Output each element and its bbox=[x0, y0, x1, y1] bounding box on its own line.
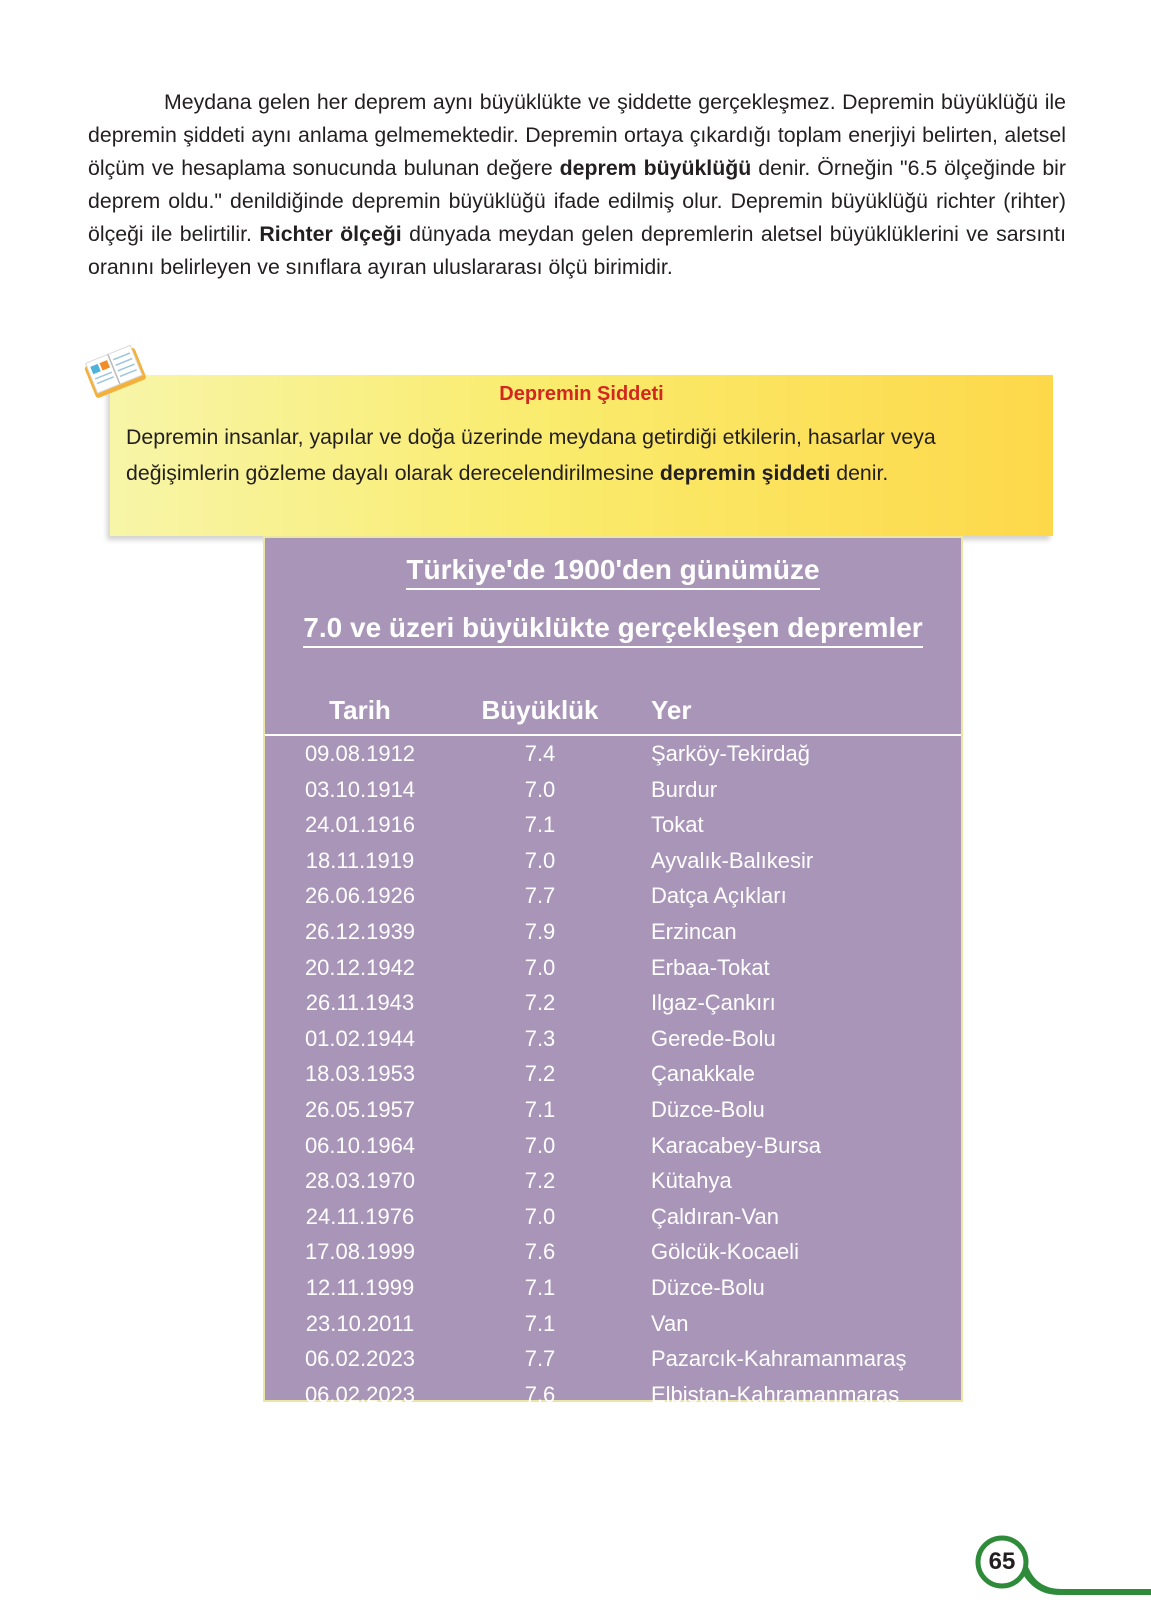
paragraph-bold-1: deprem büyüklüğü bbox=[559, 156, 752, 180]
row-date: 17.08.1999 bbox=[304, 1239, 416, 1265]
row-magnitude: 7.6 bbox=[524, 1381, 556, 1407]
row-location: Çaldıran-Van bbox=[651, 1203, 779, 1229]
row-magnitude: 7.1 bbox=[524, 1096, 556, 1122]
info-box-title: Depremin Şiddeti bbox=[499, 383, 664, 405]
row-magnitude: 7.9 bbox=[524, 918, 556, 944]
table-row bbox=[265, 950, 961, 986]
row-date: 26.11.1943 bbox=[305, 990, 415, 1016]
row-location: Elbistan-Kahramanmaraş bbox=[651, 1381, 900, 1407]
row-location: Gerede-Bolu bbox=[651, 1025, 776, 1051]
row-magnitude: 7.2 bbox=[524, 990, 556, 1016]
row-location: Tokat bbox=[651, 812, 704, 838]
table-row bbox=[265, 1056, 961, 1092]
table-row bbox=[265, 1163, 961, 1199]
table-row bbox=[265, 807, 961, 843]
row-date: 24.01.1916 bbox=[304, 812, 416, 838]
info-text-1: Depremin insanlar, yapılar ve doğa üzerinde meydana getirdiği etkilerin, hasarlar veya değişimlerin gözleme dayalı olarak derecelendirilmesine bbox=[126, 425, 936, 485]
row-location: Düzce-Bolu bbox=[651, 1096, 765, 1122]
row-magnitude: 7.0 bbox=[524, 847, 556, 873]
book-icon bbox=[82, 342, 148, 402]
row-magnitude: 7.1 bbox=[524, 1310, 556, 1336]
table-row bbox=[265, 1306, 961, 1342]
row-date: 06.10.1964 bbox=[304, 1132, 416, 1158]
page-number: 65 bbox=[988, 1548, 1016, 1575]
paragraph-text-1: Meydana gelen her deprem aynı büyüklükte ve şiddette gerçekleşmez. Depremin büyüklüğü ile depremin şiddeti aynı anlama gelmemektedir. Depremin ortaya çıkardığı toplam enerjiyi belirten, aletsel ölçüm ve hesaplama sonucunda bulunan değere bbox=[88, 90, 1066, 180]
row-location: Datça Açıkları bbox=[651, 883, 787, 909]
paragraph-text-2: denir. Örneğin "6.5 ölçeğinde bir deprem oldu." denildiğinde depremin büyüklüğü ifade edilmiş olur. Depremin büyüklüğü richter (rihter) ölçeği ile belirtilir. bbox=[88, 156, 1067, 246]
row-location: Van bbox=[651, 1310, 689, 1336]
row-location: Çanakkale bbox=[651, 1061, 755, 1087]
table-row bbox=[265, 1092, 961, 1128]
table-row bbox=[265, 843, 961, 879]
intro-paragraph bbox=[88, 86, 1066, 284]
row-location: Gölcük-Kocaeli bbox=[651, 1239, 799, 1265]
row-magnitude: 7.0 bbox=[524, 954, 556, 980]
row-magnitude: 7.6 bbox=[524, 1239, 556, 1265]
row-date: 26.05.1957 bbox=[304, 1096, 416, 1122]
row-location: Erbaa-Tokat bbox=[651, 954, 770, 980]
table-row bbox=[265, 1234, 961, 1270]
table-row bbox=[265, 1021, 961, 1057]
table-row bbox=[265, 878, 961, 914]
info-text-2: denir. bbox=[836, 461, 889, 485]
row-magnitude: 7.3 bbox=[524, 1025, 556, 1051]
header-buyukluk: Büyüklük bbox=[481, 695, 599, 725]
row-magnitude: 7.1 bbox=[524, 812, 556, 838]
row-date: 18.11.1919 bbox=[305, 847, 415, 873]
row-location: Erzincan bbox=[651, 918, 737, 944]
table-row bbox=[265, 736, 961, 772]
row-location: Düzce-Bolu bbox=[651, 1274, 765, 1300]
row-date: 06.02.2023 bbox=[304, 1381, 416, 1407]
earthquake-table-panel bbox=[263, 536, 963, 1407]
row-location: Karacabey-Bursa bbox=[651, 1132, 821, 1158]
row-magnitude: 7.0 bbox=[524, 1203, 556, 1229]
table-title-line-2: 7.0 ve üzeri büyüklükte gerçekleşen depremler bbox=[265, 612, 961, 648]
table-row bbox=[265, 1128, 961, 1164]
row-date: 01.02.1944 bbox=[304, 1025, 416, 1051]
row-date: 12.11.1999 bbox=[305, 1274, 415, 1300]
row-date: 28.03.1970 bbox=[304, 1168, 416, 1194]
row-location: Ayvalık-Balıkesir bbox=[651, 847, 814, 873]
row-date: 06.02.2023 bbox=[304, 1346, 416, 1372]
table-title-line-1: Türkiye'de 1900'den günümüze bbox=[265, 554, 961, 590]
page-number-badge bbox=[970, 1535, 1151, 1605]
paragraph-bold-2: Richter ölçeği bbox=[259, 222, 402, 246]
row-date: 26.12.1939 bbox=[304, 918, 416, 944]
table-row bbox=[265, 772, 961, 808]
row-location: Kütahya bbox=[651, 1168, 732, 1194]
row-magnitude: 7.1 bbox=[524, 1274, 556, 1300]
row-location: Şarköy-Tekirdağ bbox=[651, 741, 810, 766]
info-text-bold: depremin şiddeti bbox=[659, 461, 831, 485]
row-magnitude: 7.7 bbox=[524, 1346, 556, 1372]
table-row bbox=[265, 1199, 961, 1235]
info-box bbox=[110, 375, 1053, 536]
paragraph-text-3: dünyada meydan gelen depremlerin aletsel büyüklüklerini ve sarsıntı oranını belirleyen ve sınıflara ayıran uluslararası ölçü birimidir. bbox=[88, 222, 1066, 279]
row-date: 03.10.1914 bbox=[304, 776, 416, 802]
row-location: Pazarcık-Kahramanmaraş bbox=[651, 1346, 907, 1372]
row-date: 18.03.1953 bbox=[304, 1061, 416, 1087]
row-date: 20.12.1942 bbox=[304, 954, 416, 980]
table-row bbox=[265, 1341, 961, 1377]
row-location: Burdur bbox=[651, 776, 718, 802]
row-magnitude: 7.7 bbox=[524, 883, 556, 909]
row-magnitude: 7.0 bbox=[524, 776, 556, 802]
header-yer: Yer bbox=[651, 695, 692, 725]
row-date: 24.11.1976 bbox=[305, 1203, 415, 1229]
header-tarih: Tarih bbox=[329, 695, 391, 725]
row-date: 23.10.2011 bbox=[305, 1310, 415, 1336]
row-magnitude: 7.2 bbox=[524, 1168, 556, 1194]
table-row bbox=[265, 1270, 961, 1306]
info-box-text bbox=[126, 419, 1043, 491]
row-date: 09.08.1912 bbox=[304, 741, 416, 766]
row-magnitude: 7.4 bbox=[524, 741, 556, 766]
table-row bbox=[265, 1377, 961, 1413]
row-magnitude: 7.2 bbox=[524, 1061, 556, 1087]
row-date: 26.06.1926 bbox=[304, 883, 416, 909]
table-row bbox=[265, 985, 961, 1021]
table-row bbox=[265, 914, 961, 950]
row-magnitude: 7.0 bbox=[524, 1132, 556, 1158]
table-header-row bbox=[265, 694, 961, 726]
row-location: Ilgaz-Çankırı bbox=[651, 990, 776, 1016]
table-body bbox=[265, 736, 961, 1412]
